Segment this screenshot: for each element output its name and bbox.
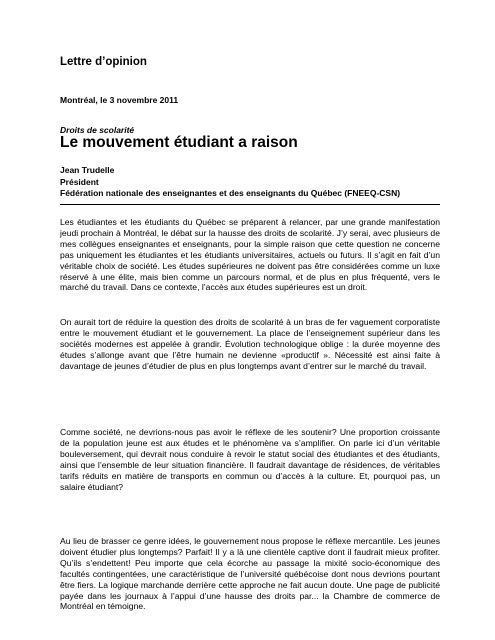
- section-kicker: Droits de scolarité: [60, 125, 135, 135]
- author-name: Jean Trudelle: [60, 165, 115, 175]
- author-organization: Fédération nationale des enseignantes et des enseignants du Québec (FNEEQ-CSN): [60, 188, 401, 198]
- separator-rule: [60, 204, 440, 205]
- headline: Le mouvement étudiant a raison: [60, 134, 298, 151]
- document-type-label: Lettre d’opinion: [60, 56, 147, 68]
- author-block: [60, 165, 400, 200]
- body-paragraph-2: On aurait tort de réduire la question des droits de scolarité à un bras de fer vaguement corporatiste entre le mouvement étudiant et le gouvernement. La place de l’enseignement supérieur dans les sociétés modernes est appelée à grandir. Évolution technologique oblige : la durée moyenne des études s’allonge avant que l’être humain ne devienne «productif ». Nécessité est ainsi faite à davantage de jeunes d’étudier de plus en plus longtemps avant d’entrer sur le marché du travail.: [60, 317, 440, 371]
- dateline: Montréal, le 3 novembre 2011: [60, 95, 179, 105]
- author-role: Président: [60, 176, 99, 187]
- body-paragraph-4: Au lieu de brasser ce genre idées, le gouvernement nous propose le réflexe mercantile. Les jeunes doivent étudier plus longtemps? Parfait! Il y a là une clientèle captive dont il faudrait mieux profiter. Qu’ils s’endettent! Peu importe que cela écorche au passage la mixité socio-économique des facultés contingentées, une caractéristique de l’université québécoise dont nous devrions pourtant être fiers. La logique marchande derrière cette approche ne fait aucun doute. Une page de publicité payée dans les journaux à l’appui d’une hausse des droits par... la Chambre de commerce de Montréal en témoigne.: [60, 536, 440, 612]
- body-paragraph-3: Comme société, ne devrions-nous pas avoir le réflexe de les soutenir? Une proportion croissante de la population jeune est aux études et le phénomène va s’amplifier. On parle ici d’un véritable bouleversement, qui devrait nous conduire à revoir le statut social des étudiantes et des étudiants, ainsi que l’ensemble de leur situation financière. Il faudrait davantage de résidences, de véritables tarifs réduits en matière de transports en commun ou d’accès à la culture. Et, pourquoi pas, un salaire étudiant?: [60, 427, 440, 492]
- body-paragraph-1: Les étudiantes et les étudiants du Québec se préparent à relancer, par une grande manifestation jeudi prochain à Montréal, le débat sur la hausse des droits de scolarité. J’y serai, avec plusieurs de mes collègues enseignantes et enseignants, pour la simple raison que cette question ne concerne pas uniquement les étudiantes et les étudiants universitaires, actuels ou futurs. Il s’agit en fait d’un véritable choix de société. Les études supérieures ne doivent pas être considérées comme un luxe réservé à une élite, mais bien comme un parcours normal, et de plus en plus fréquenté, vers le marché du travail. Dans ce contexte, l’accès aux études supérieures est un droit.: [60, 217, 440, 293]
